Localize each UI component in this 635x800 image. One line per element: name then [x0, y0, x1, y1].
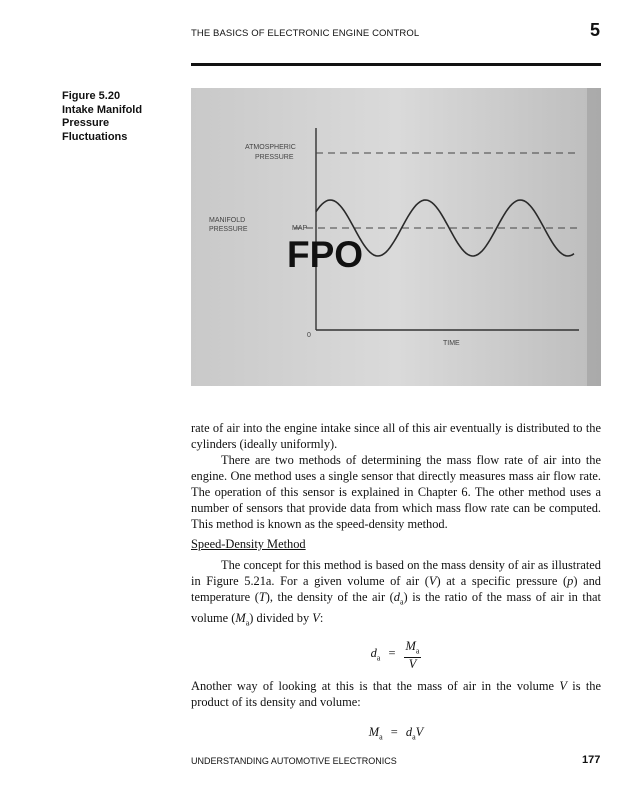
- manifold-label: MANIFOLD: [209, 217, 246, 224]
- paragraph: There are two methods of determining the mass flow rate of air into the engine. One method uses a single sensor that directly measures mass air flow rate. The operation of this sensor is explained in Chapter 6. The other method uses a number of sensors that provide data from which mass flow rate can be computed. This method is known as the speed-density method.: [191, 453, 601, 531]
- body-text: [191, 420, 601, 740]
- caption-line: Figure 5.20: [62, 90, 121, 102]
- time-axis-label: TIME: [443, 340, 460, 347]
- chapter-number: 5: [590, 20, 601, 40]
- fpo-placeholder-text: FPO: [287, 234, 364, 275]
- figure-intake-manifold-pressure: [191, 88, 601, 386]
- section-heading: Speed-Density Method: [191, 537, 306, 551]
- caption-line: Intake Manifold: [62, 103, 143, 116]
- paragraph: Another way of looking at this is that the mass of air in the volume V is the product of its density and volume:: [191, 678, 601, 709]
- map-label: MAP: [292, 225, 308, 232]
- figure-caption: [62, 90, 182, 144]
- equation-mass: $M_a = d_aV$: [368, 724, 424, 742]
- footer-book-title: UNDERSTANDING AUTOMOTIVE ELECTRONICS: [191, 756, 397, 766]
- caption-line: Fluctuations: [62, 130, 128, 143]
- figure-graph: [191, 88, 601, 386]
- paragraph: The concept for this method is based on the mass density of air as illustrated in Figure 5.21a. For a given volume of air (V) at a specific pressure (p) and temperature (T), the density of the air $(d_a)$ is the ratio of the mass of air in that volume $(M_a)$ divided by V:: [191, 558, 601, 628]
- origin-label: 0: [307, 332, 311, 339]
- figure-edge-shadow: [587, 88, 601, 386]
- manifold-label: PRESSURE: [209, 226, 248, 233]
- header-rule: [191, 63, 601, 66]
- caption-line: Pressure: [62, 117, 110, 129]
- atmospheric-label: PRESSURE: [255, 154, 294, 161]
- atmospheric-label: ATMOSPHERIC: [245, 144, 296, 151]
- equation-density: $d_a$ = $\frac{M_a}{V}$: [370, 638, 420, 672]
- page-number: 177: [582, 754, 601, 766]
- paragraph: rate of air into the engine intake since all of this air eventually is distributed to the cylinders (ideally uniformly).: [191, 421, 601, 451]
- running-header-title: THE BASICS OF ELECTRONIC ENGINE CONTROL: [191, 28, 420, 39]
